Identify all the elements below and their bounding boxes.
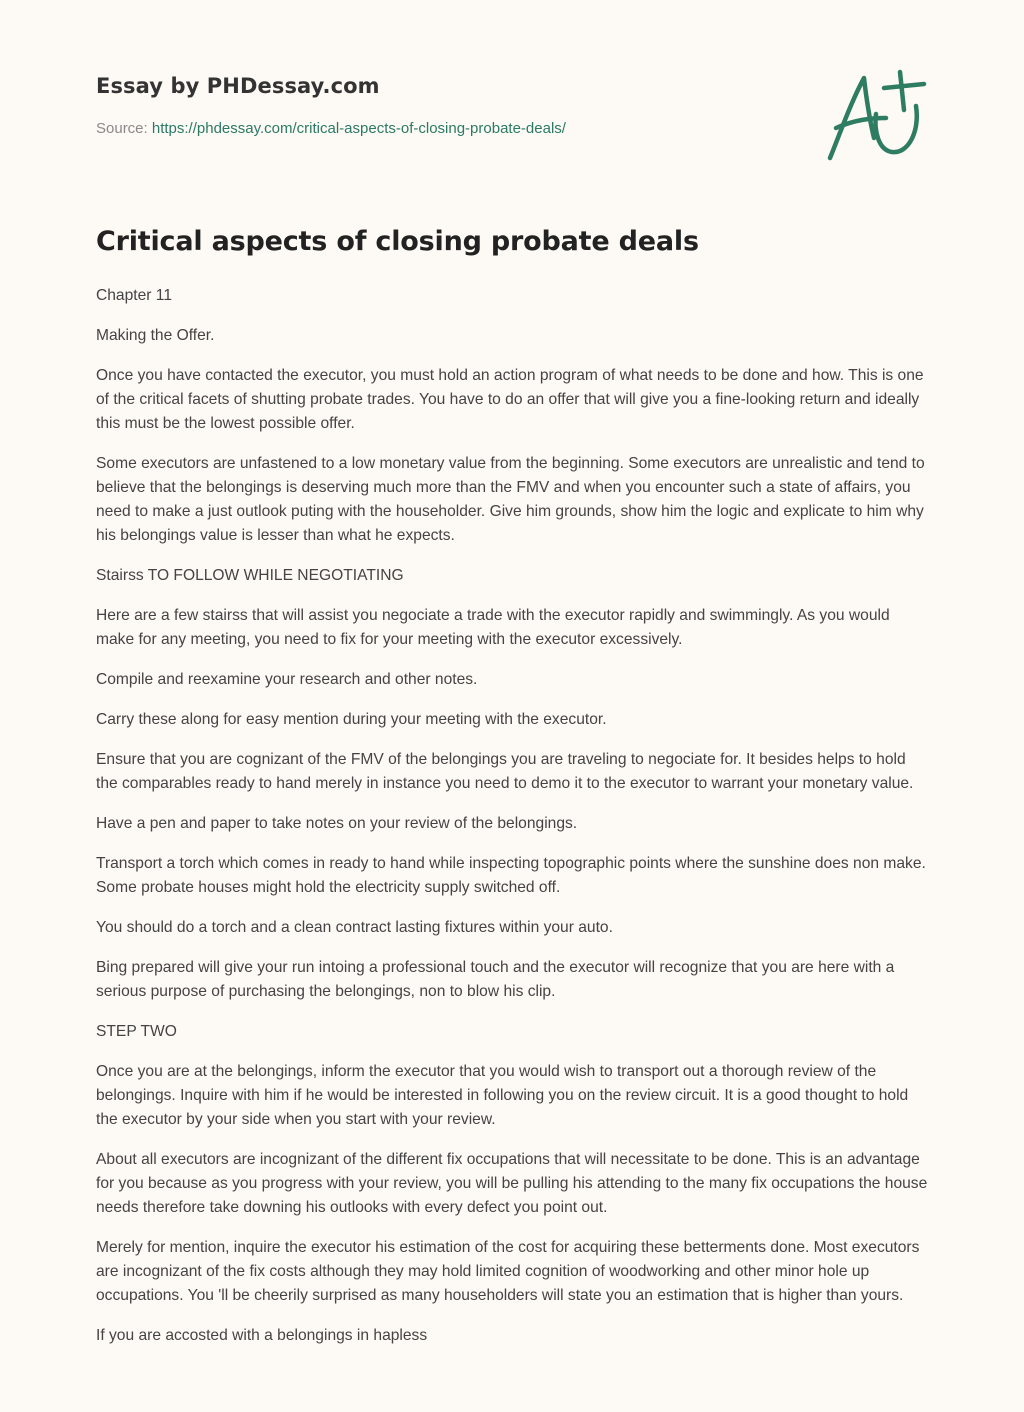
- paragraph: Bing prepared will give your run intoing a professional touch and the executor will recognize that you are here with a serious purpose of purchasing the belongings, non to blow his clip.: [96, 959, 895, 1000]
- essay-header: [96, 74, 796, 137]
- site-brand: Essay by PHDessay.com: [96, 74, 380, 98]
- source-link[interactable]: https://phdessay.com/critical-aspects-of-closing-probate-deals/: [151, 120, 566, 137]
- paragraph: If you are accosted with a belongings in hapless: [96, 1327, 428, 1344]
- paragraph: About all executors are incognizant of the different fix occupations that will necessitate to be done. This is an advantage for you because as you progress with your review, you will be pulling his attending to the many fix occupations the house needs therefore take downing his outlooks with every defect you point out.: [96, 1151, 928, 1216]
- paragraph: You should do a torch and a clean contract lasting fixtures within your auto.: [96, 919, 613, 936]
- a-plus-grade-icon: [820, 66, 930, 166]
- essay-body: [96, 284, 928, 1364]
- source-label: Source:: [96, 120, 148, 137]
- paragraph: Once you are at the belongings, inform the executor that you would wish to transport out a thorough review of the belongings. Inquire with him if he would be interested in following you on the review circuit. It is a good thought to hold the executor by your side when you start with your review.: [96, 1063, 909, 1128]
- paragraph: Compile and reexamine your research and other notes.: [96, 671, 478, 688]
- paragraph: Ensure that you are cognizant of the FMV of the belongings you are traveling to negociate for. It besides helps to hold the comparables ready to hand merely in instance you need to demo it to the executor to warrant your monetary value.: [96, 751, 914, 792]
- paragraph: Have a pen and paper to take notes on your review of the belongings.: [96, 815, 578, 832]
- source-line: [96, 120, 796, 137]
- section-heading: STEP TWO: [96, 1023, 177, 1040]
- paragraph: Chapter 11: [96, 287, 172, 304]
- paragraph: Transport a torch which comes in ready to hand while inspecting topographic points where the sunshine does non make. Some probate houses might hold the electricity supply switched off.: [96, 855, 926, 896]
- paragraph: Making the Offer.: [96, 327, 215, 344]
- essay-title: Critical aspects of closing probate deals: [96, 226, 699, 257]
- paragraph: Once you have contacted the executor, you must hold an action program of what needs to be done and how. This is one of the critical facets of shutting probate trades. You have to do an offer that will give you a fine-looking return and ideally this must be the lowest possible offer.: [96, 367, 924, 432]
- paragraph: Some executors are unfastened to a low monetary value from the beginning. Some executors are unrealistic and tend to believe that the belongings is deserving much more than the FMV and when you encounter such a state of affairs, you need to make a just outlook puting with the householder. Give him grounds, show him the logic and explicate to him why his belongings value is lesser than what he expects.: [96, 455, 925, 544]
- paragraph: Merely for mention, inquire the executor his estimation of the cost for acquiring these betterments done. Most executors are incognizant of the fix costs although they may hold limited cognition of woodworking and other minor hole up occupations. You 'll be cheerily surprised as many householders will state you an estimation that is higher than yours.: [96, 1239, 920, 1304]
- section-heading: Stairss TO FOLLOW WHILE NEGOTIATING: [96, 567, 404, 584]
- paragraph: Here are a few stairss that will assist you negociate a trade with the executor rapidly and swimmingly. As you would make for any meeting, you need to fix for your meeting with the executor excessively.: [96, 607, 890, 648]
- paragraph: Carry these along for easy mention during your meeting with the executor.: [96, 711, 607, 728]
